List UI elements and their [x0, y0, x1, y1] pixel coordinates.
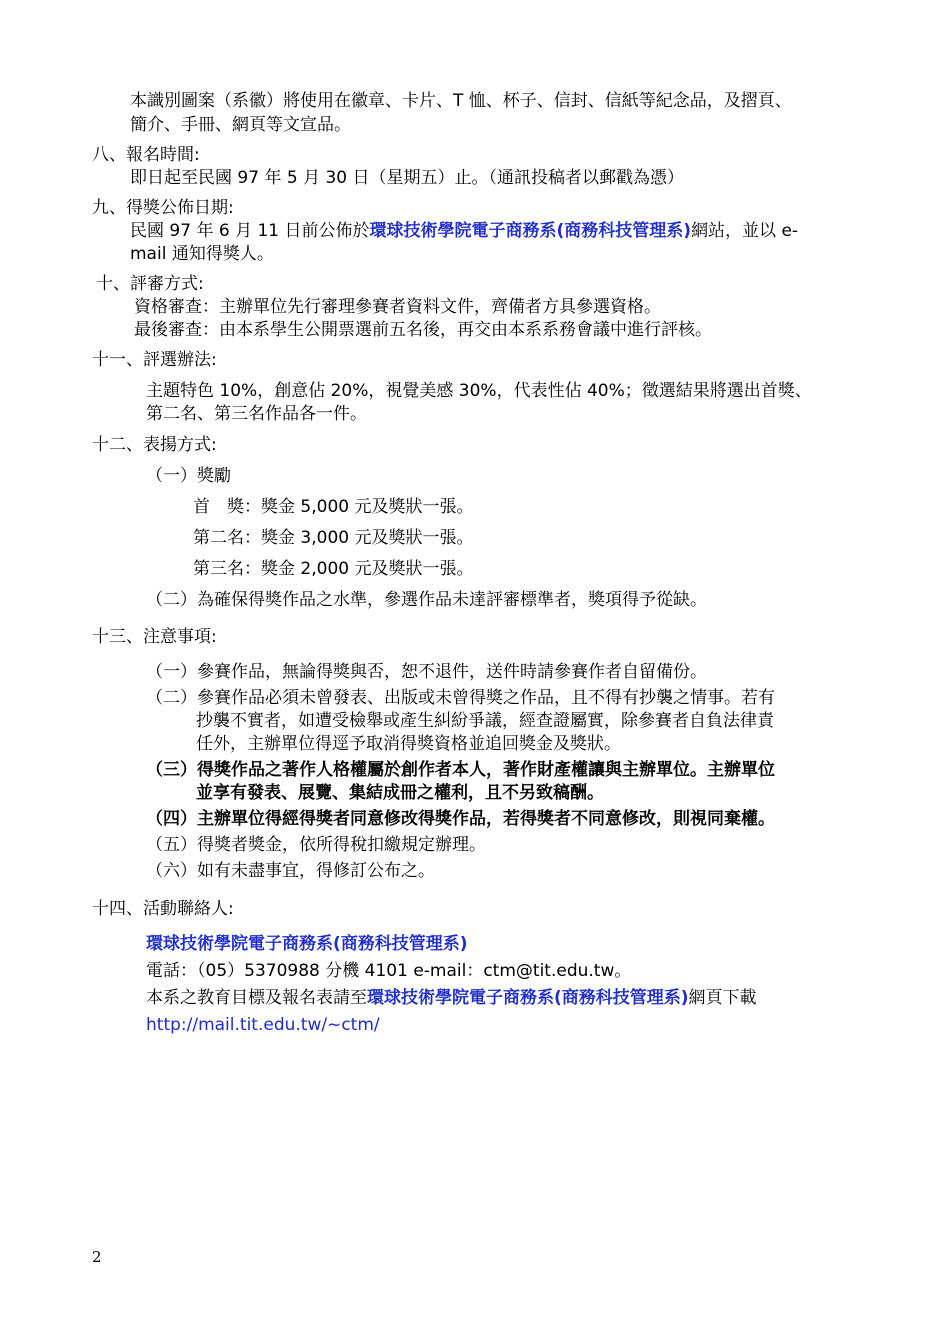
section-14-heading: 十四、活動聯絡人:: [92, 899, 234, 919]
org-name-link[interactable]: 環球技術學院電子商務系(商務科技管理系): [369, 221, 692, 241]
section-12-sub-1: （一）獎勵: [146, 466, 231, 486]
notice-item-2-line-1: （二）參賽作品必須未曾發表、出版或未曾得獎之作品，且不得有抄襲之情事。若有: [146, 688, 775, 708]
intro-line-1: 本識別圖案（系徽）將使用在徽章、卡片、T 恤、杯子、信封、信紙等紀念品，及摺頁、: [130, 91, 792, 111]
section-9-text-post: 網站，並以 e-: [691, 221, 799, 241]
notice-item-5: （五）得獎者獎金，依所得稅扣繳規定辦理。: [146, 835, 486, 855]
page-number: 2: [92, 1248, 102, 1266]
section-12-sub-2: （二）為確保得獎作品之水準，參選作品未達評審標準者，獎項得予從缺。: [146, 590, 707, 610]
notice-item-1: （一）參賽作品，無論得獎與否，恕不退件，送件時請參賽作者自留備份。: [146, 662, 707, 682]
section-11-line-2: 第二名、第三名作品各一件。: [146, 404, 367, 424]
notice-item-2-line-3: 任外，主辦單位得逕予取消得獎資格並追回獎金及獎狀。: [196, 734, 621, 754]
section-9-line-2: mail 通知得獎人。: [130, 244, 274, 264]
notice-item-3-line-1: （三）得獎作品之著作人格權屬於創作者本人，著作財產權讓與主辦單位。主辦單位: [146, 760, 775, 780]
website-url-link[interactable]: http://mail.tit.edu.tw/~ctm/: [146, 1015, 380, 1035]
notice-item-4: （四）主辦單位得經得獎者同意修改得獎作品，若得獎者不同意修改，則視同棄權。: [146, 809, 775, 829]
prize-second: 第二名：獎金 3,000 元及獎狀一張。: [193, 528, 474, 548]
section-11-heading: 十一、評選辦法:: [92, 350, 217, 370]
section-13-heading: 十三、注意事項:: [92, 627, 217, 647]
download-line: [146, 987, 757, 1009]
notice-item-6: （六）如有未盡事宜，得修訂公布之。: [146, 861, 435, 881]
contact-org-name[interactable]: 環球技術學院電子商務系(商務科技管理系): [146, 934, 468, 954]
section-9-text-pre: 民國 97 年 6 月 11 日前公佈於: [130, 221, 370, 241]
section-10-line-2: 最後審查：由本系學生公開票選前五名後，再交由本系系務會議中進行評核。: [134, 320, 712, 340]
section-8-heading: 八、報名時間:: [92, 145, 200, 165]
section-8-body: 即日起至民國 97 年 5 月 30 日（星期五）止。（通訊投稿者以郵戳為憑）: [130, 168, 685, 188]
section-10-line-1: 資格審查：主辦單位先行審理參賽者資料文件，齊備者方具參選資格。: [134, 297, 661, 317]
download-text-pre: 本系之教育目標及報名表請至: [146, 988, 367, 1008]
section-11-line-1: 主題特色 10%，創意佔 20%，視覺美感 30%，代表性佔 40%；徵選結果將選出首獎、: [146, 381, 812, 401]
download-org-link[interactable]: 環球技術學院電子商務系(商務科技管理系): [367, 988, 689, 1008]
notice-item-2-line-2: 抄襲不實者，如遭受檢舉或產生糾紛爭議，經查證屬實，除參賽者自負法律責: [196, 711, 774, 731]
section-9-heading: 九、得獎公佈日期:: [92, 198, 234, 218]
section-9-line-1: [130, 220, 798, 242]
notice-item-3-line-2: 並享有發表、展覽、集結成冊之權利，且不另致稿酬。: [196, 783, 604, 803]
contact-phone-email: 電話：（05）5370988 分機 4101 e-mail：ctm@tit.edu.tw。: [146, 961, 632, 981]
section-10-heading: 十、評審方式:: [96, 274, 204, 294]
download-text-post: 網頁下載: [688, 988, 757, 1008]
prize-first: 首 獎：獎金 5,000 元及獎狀一張。: [193, 497, 474, 517]
intro-line-2: 簡介、手冊、網頁等文宣品。: [130, 115, 351, 135]
prize-third: 第三名：獎金 2,000 元及獎狀一張。: [193, 559, 474, 579]
section-12-heading: 十二、表揚方式:: [92, 435, 217, 455]
